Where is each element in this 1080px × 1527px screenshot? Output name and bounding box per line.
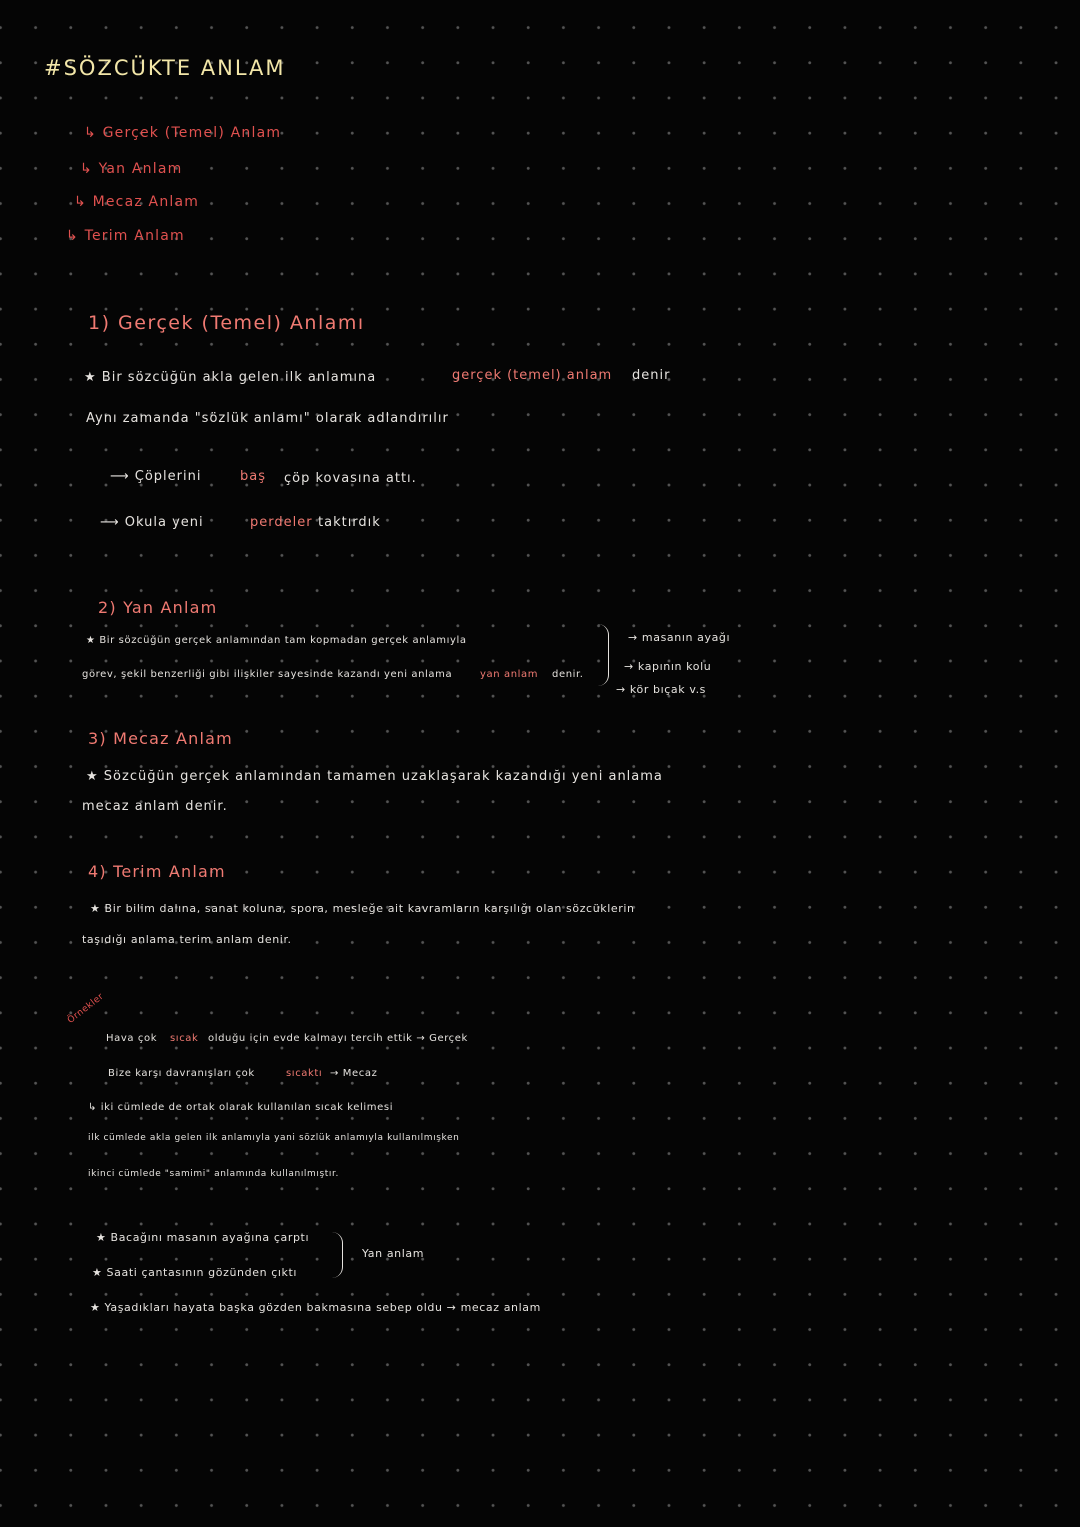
s2-line2-start: görev, şekil benzerliği gibi ilişkiler sayesinde kazandı yeni anlama: [82, 669, 453, 680]
s1-definition-highlight: gerçek (temel) anlam: [452, 368, 613, 383]
s2-example-2: → kapının kolu: [624, 660, 712, 673]
s1-example-2-end: taktırdık: [318, 515, 381, 530]
s1-line2: Aynı zamanda "sözlük anlamı" olarak adlandırılır: [86, 411, 449, 426]
final-brace-label: Yan anlam: [362, 1247, 425, 1260]
s1-example-1-highlight: baş: [240, 469, 266, 484]
s4-line1: ★ Bir bilim dalına, sanat koluna, spora, mesleğe ait kavramların karşılığı olan sözcüklerin: [90, 902, 635, 915]
section-1-heading: 1) Gerçek (Temel) Anlamı: [88, 312, 365, 334]
s2-line2-highlight: yan anlam: [480, 669, 539, 680]
s1-example-2-highlight: perdeler: [250, 515, 313, 530]
s1-definition-start: ★ Bir sözcüğün akla gelen ilk anlamına: [84, 370, 377, 385]
ornek-1-highlight: sıcak: [170, 1033, 199, 1044]
s3-line2: mecaz anlam denir.: [82, 799, 228, 814]
ornek-note-1: ↳ iki cümlede de ortak olarak kullanılan sıcak kelimesi: [88, 1102, 394, 1113]
toc-item-mecaz: ↳ Mecaz Anlam: [74, 194, 200, 210]
final-example-3: ★ Yaşadıkları hayata başka gözden bakmasına sebep oldu → mecaz anlam: [90, 1301, 541, 1314]
s2-line2-end: denir.: [552, 669, 584, 680]
toc-item-terim: ↳ Terim Anlam: [66, 228, 185, 244]
ornek-2-start: Bize karşı davranışları çok: [108, 1068, 255, 1079]
page-title: #SÖZCÜKTE ANLAM: [44, 56, 286, 80]
ornek-note-3: ikinci cümlede "samimi" anlamında kullanılmıştır.: [88, 1169, 339, 1179]
ornek-note-2: ilk cümlede akla gelen ilk anlamıyla yani sözlük anlamıyla kullanılmışken: [88, 1133, 460, 1143]
final-brace: [332, 1232, 343, 1278]
s2-line1: ★ Bir sözcüğün gerçek anlamından tam kopmadan gerçek anlamıyla: [86, 635, 467, 646]
s1-example-1-start: ⟶ Çöplerini: [110, 469, 202, 484]
s1-example-1-end: çöp kovasına attı.: [284, 471, 417, 486]
s4-line2: taşıdığı anlama terim anlam denir.: [82, 933, 292, 946]
s1-definition-end: denir: [632, 368, 671, 383]
toc-item-yan: ↳ Yan Anlam: [80, 161, 183, 177]
ornek-2-highlight: sıcaktı: [286, 1068, 323, 1079]
s3-line1: ★ Sözcüğün gerçek anlamından tamamen uzaklaşarak kazandığı yeni anlama: [86, 769, 663, 784]
final-example-2: ★ Saati çantasının gözünden çıktı: [92, 1266, 298, 1279]
s1-example-2-start: ⟶ Okula yeni: [100, 515, 204, 530]
s2-examples-brace: [598, 624, 609, 686]
s2-example-1: → masanın ayağı: [628, 631, 731, 644]
ornek-2-end: → Mecaz: [330, 1068, 378, 1079]
s2-example-3: → kör bıçak v.s: [616, 683, 707, 696]
ornek-1-end: olduğu için evde kalmayı tercih ettik → Gerçek: [208, 1033, 468, 1044]
section-2-heading: 2) Yan Anlam: [98, 598, 218, 617]
section-4-heading: 4) Terim Anlam: [88, 862, 226, 881]
toc-item-gercek: ↳ Gerçek (Temel) Anlam: [84, 125, 282, 141]
ornek-1-start: Hava çok: [106, 1033, 158, 1044]
final-example-1: ★ Bacağını masanın ayağına çarptı: [96, 1231, 310, 1244]
section-3-heading: 3) Mecaz Anlam: [88, 729, 233, 748]
ornekler-stamp: Örnekler: [66, 991, 106, 1026]
